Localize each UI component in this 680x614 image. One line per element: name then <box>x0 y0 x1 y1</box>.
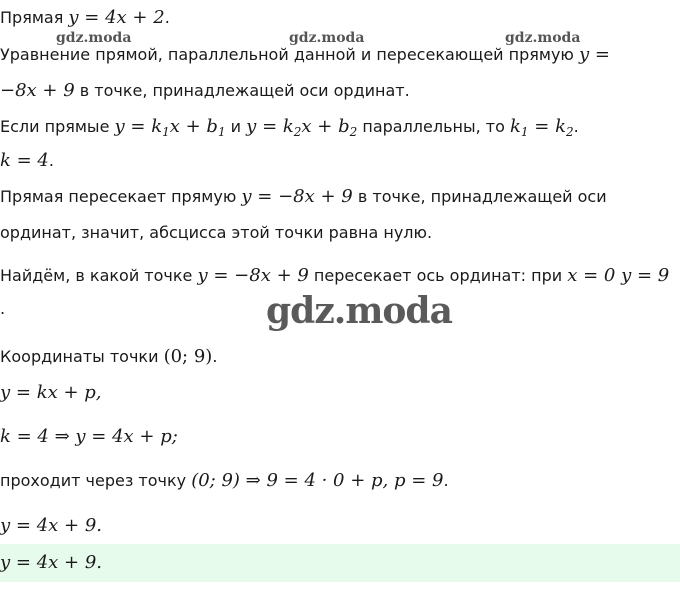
text: . <box>443 471 449 490</box>
subscript: 2 <box>566 125 574 140</box>
line-given <box>0 7 170 29</box>
text: в точке, принадлежащей оси <box>352 187 607 206</box>
text: . <box>164 8 170 27</box>
formula: k <box>510 116 521 137</box>
subscript: 1 <box>520 125 529 140</box>
formula: −8x + 9 <box>0 80 75 101</box>
watermark-small-3: gdz.moda <box>505 30 581 46</box>
formula: y = k <box>246 116 294 137</box>
line-intersect-1 <box>0 186 607 208</box>
watermark-small-2: gdz.moda <box>289 30 365 46</box>
text: Уравнение прямой, параллельной данной и пересекающей прямую <box>0 45 579 64</box>
text: параллельны, то <box>357 117 510 136</box>
formula: = k <box>528 116 566 137</box>
text: в точке, принадлежащей оси ординат. <box>74 81 410 100</box>
line-k-value <box>0 150 54 172</box>
formula: k = 4 ⇒ y = 4x + p; <box>0 426 178 447</box>
watermark-small-1: gdz.moda <box>56 30 132 46</box>
text: проходит через точку <box>0 471 192 490</box>
text: . <box>573 117 579 136</box>
line-through-point <box>0 470 449 492</box>
formula: y = 4x + 2 <box>68 7 165 28</box>
text: Координаты точки <box>0 347 164 366</box>
line-result <box>0 515 102 537</box>
formula: (0; 9) ⇒ 9 = 4 · 0 + p, p = 9 <box>191 470 444 491</box>
text: Если прямые <box>0 117 115 136</box>
formula: x + b <box>169 116 218 137</box>
subscript: 2 <box>349 125 358 140</box>
formula: y = 4x + 9. <box>0 515 102 536</box>
answer-highlight <box>0 544 680 582</box>
text: Прямая <box>0 8 69 27</box>
line-intersect-2 <box>0 222 432 244</box>
line-task-1 <box>0 44 610 66</box>
text: пересекает ось ординат: при <box>308 266 568 285</box>
text: . <box>48 151 54 170</box>
formula: y = kx + p, <box>0 382 102 403</box>
line-parallel-rule <box>0 116 579 143</box>
text: Прямая пересекает прямую <box>0 187 242 206</box>
line-period <box>0 298 5 320</box>
formula: y = k <box>114 116 163 137</box>
formula: (0; 9) <box>163 346 213 367</box>
line-substitute-k <box>0 426 178 448</box>
formula: y = −8x + 9 <box>197 265 309 286</box>
formula: y = −8x + 9 <box>241 186 353 207</box>
line-task-2 <box>0 80 410 102</box>
text: Найдём, в какой точке <box>0 266 198 285</box>
watermark-big: gdz.moda <box>266 290 452 332</box>
subscript: 2 <box>293 125 302 140</box>
text: и <box>225 117 247 136</box>
line-point-coords <box>0 346 217 368</box>
text: . <box>212 347 218 366</box>
formula: k = 4 <box>0 150 49 171</box>
line-general-eq <box>0 382 102 404</box>
line-find-point <box>0 265 669 287</box>
formula: x = 0 y = 9 <box>567 265 670 286</box>
formula: y = <box>578 44 610 65</box>
line-answer <box>0 552 102 574</box>
text: ординат, значит, абсцисса этой точки равна нулю. <box>0 223 433 242</box>
answer-formula: y = 4x + 9. <box>0 552 102 573</box>
formula: x + b <box>301 116 350 137</box>
subscript: 1 <box>217 125 226 140</box>
subscript: 1 <box>162 125 170 140</box>
text: . <box>0 299 6 318</box>
